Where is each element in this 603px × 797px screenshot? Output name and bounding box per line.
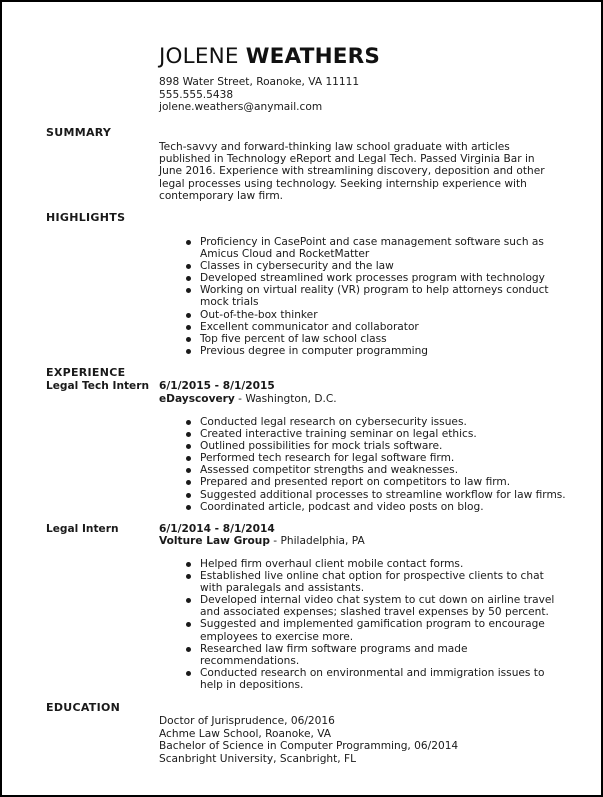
highlights-heading: HIGHLIGHTS — [46, 211, 126, 224]
job-company — [159, 535, 365, 547]
last-name: WEATHERS — [245, 44, 381, 69]
email: jolene.weathers@anymail.com — [159, 101, 323, 114]
list-item: Coordinated article, podcast and video posts on blog. — [183, 501, 568, 513]
candidate-name — [159, 44, 380, 69]
job-duties-list — [183, 558, 568, 691]
list-item: Assessed competitor strengths and weaknesses. — [183, 464, 568, 476]
list-item: Out-of-the-box thinker — [183, 309, 568, 321]
phone: 555.555.5438 — [159, 88, 234, 101]
list-item: Developed streamlined work processes program with technology — [183, 272, 568, 284]
education-heading: EDUCATION — [46, 701, 121, 714]
company-location: - Philadelphia, PA — [269, 535, 365, 547]
school: Scanbright University, Scanbright, FL — [159, 752, 357, 765]
list-item: Conducted research on environmental and immigration issues to help in depositions. — [183, 667, 568, 691]
list-item: Performed tech research for legal software firm. — [183, 452, 568, 464]
list-item: Excellent communicator and collaborator — [183, 321, 568, 333]
highlights-list — [183, 236, 568, 357]
summary-text: Tech-savvy and forward-thinking law school graduate with articles published in Technology eReport and Legal Tech. Passed Virginia Bar in June 2016. Experience with streamlining discovery, deposition and other legal processes using technology. Seeking internship experience with contemporary law firm. — [159, 141, 545, 202]
list-item: Established live online chat option for prospective clients to chat with paralegals and assistants. — [183, 570, 568, 594]
job-role: Legal Tech Intern — [46, 380, 149, 392]
list-item: Proficiency in CasePoint and case management software such as Amicus Cloud and RocketMatter — [183, 236, 568, 260]
job-duties-list — [183, 416, 568, 513]
job-company — [159, 393, 337, 405]
list-item: Suggested and implemented gamification program to encourage employees to exercise more. — [183, 618, 568, 642]
list-item: Prepared and presented report on competitors to law firm. — [183, 476, 568, 488]
education-details — [159, 715, 458, 765]
list-item: Researched law firm software programs and made recommendations. — [183, 643, 568, 667]
list-item: Conducted legal research on cybersecurity issues. — [183, 416, 568, 428]
school: Achme Law School, Roanoke, VA — [159, 727, 332, 740]
degree: Bachelor of Science in Computer Programming, 06/2014 — [159, 740, 459, 752]
list-item: Developed internal video chat system to cut down on airline travel and associated expenses; slashed travel expenses by 50 percent. — [183, 594, 568, 618]
company-name: eDayscovery — [159, 393, 235, 405]
address: 898 Water Street, Roanoke, VA 11111 — [159, 76, 360, 88]
company-name: Volture Law Group — [159, 535, 270, 547]
job-dates: 6/1/2015 - 8/1/2015 — [159, 380, 275, 392]
company-location: - Washington, D.C. — [234, 393, 337, 405]
summary-heading: SUMMARY — [46, 126, 112, 139]
list-item: Created interactive training seminar on legal ethics. — [183, 428, 568, 440]
list-item: Previous degree in computer programming — [183, 345, 568, 357]
job-dates: 6/1/2014 - 8/1/2014 — [159, 523, 275, 535]
list-item: Working on virtual reality (VR) program to help attorneys conduct mock trials — [183, 284, 568, 308]
list-item: Helped firm overhaul client mobile contact forms. — [183, 558, 568, 570]
experience-heading: EXPERIENCE — [46, 366, 126, 379]
list-item: Classes in cybersecurity and the law — [183, 260, 568, 272]
list-item: Outlined possibilities for mock trials software. — [183, 440, 568, 452]
job-role: Legal Intern — [46, 523, 119, 535]
list-item: Top five percent of law school class — [183, 333, 568, 345]
degree: Doctor of Jurisprudence, 06/2016 — [159, 715, 335, 727]
contact-info — [159, 76, 359, 114]
first-name: JOLENE — [159, 44, 239, 69]
list-item: Suggested additional processes to streamline workflow for law firms. — [183, 489, 568, 501]
